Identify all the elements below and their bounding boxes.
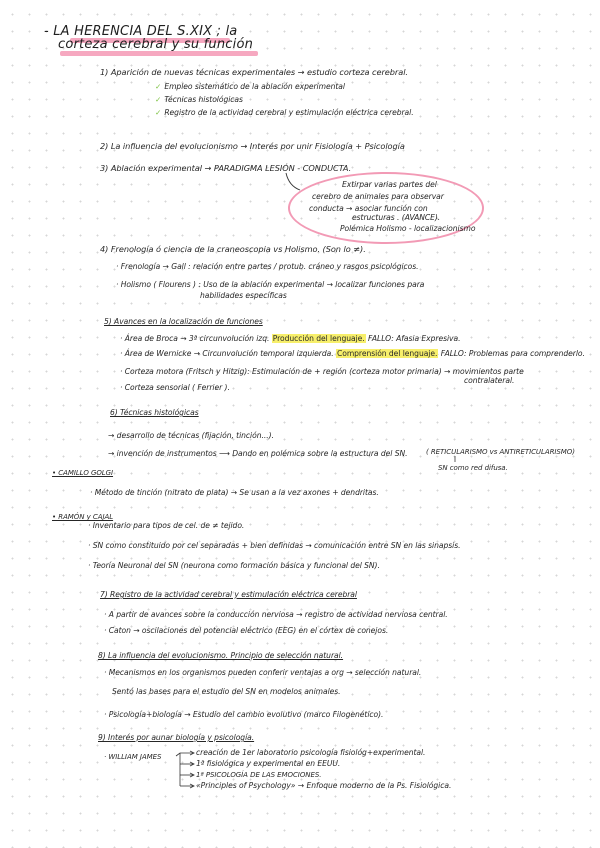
s3-oval-line-3: conducta → asociar función con — [309, 204, 428, 213]
s2-heading: 2) La influencia del evolucionismo → Interés por unir Fisiología + Psicología — [100, 141, 405, 151]
broca-highlight: Producción del lenguaje. — [272, 334, 365, 343]
s9-heading: 9) Interés por aunar biología y psicología. — [98, 733, 255, 742]
s9-item-4: «Principles of Psychology» → Enfoque moderno de la Ps. Fisiológica. — [196, 781, 452, 790]
s3-oval-line-2: cerebro de animales para observar — [312, 192, 444, 201]
s7-heading: 7) Registro de la actividad cerebral y estimulación eléctrica cerebral — [100, 590, 357, 599]
s3-oval-line-5: Polémica Holismo - localizacionismo — [340, 224, 476, 233]
cajal-name: • RAMÓN y CAJAL — [52, 513, 114, 521]
s8-item-2: Sentó las bases para el estudio del SN en modelos animales. — [112, 687, 341, 696]
s8-item-3: · Psicología+biología → Estudio del cambio evolutivo (marco Filogenético). — [104, 710, 384, 719]
s3-heading: 3) Ablación experimental → PARADIGMA LESIÓN - CONDUCTA. — [100, 163, 352, 173]
cajal-item-2: · SN como constituido por cel separadas + bien definidas → comunicación entre SN en las sinapsis. — [88, 541, 461, 550]
s5-wernicke: · Área de Wernicke → Circunvolución temporal izquierda. Comprensión del lenguaje. FALLO: Problemas para comprenderlo. — [120, 349, 585, 358]
s9-item-3: 1ª PSICOLOGÍA DE LAS EMOCIONES. — [196, 771, 322, 779]
s4-item-3: habilidades específicas — [200, 291, 287, 300]
golgi-name: • CAMILLO GOLGI — [52, 469, 114, 477]
s1-item-2: ✓ Técnicas histológicas — [155, 95, 243, 104]
s5-sensorial: · Corteza sensorial ( Ferrier ). — [120, 383, 230, 392]
s3-oval-line-1: Extirpar varias partes del — [342, 180, 437, 189]
s4-item-1: · Frenología → Gall : relación entre partes / protub. cráneo y rasgos psicológicos. — [116, 262, 419, 271]
check-icon: ✓ — [155, 108, 162, 117]
s5-motora-2: contralateral. — [464, 376, 515, 385]
golgi-item: · Método de tinción (nitrato de plata) → Se usan a la vez axones + dendritas. — [90, 488, 379, 497]
s5-motora: · Corteza motora (Fritsch y Hitzig): Estimulación de + región (corteza motor primaria) → movimientos parte — [120, 367, 524, 376]
s6-heading: 6) Técnicas histológicas — [110, 408, 199, 417]
s8-item-1: · Mecanismos en los organismos pueden conferir ventajas a org → selección natural. — [104, 668, 422, 677]
s6-item-2: → invención de instrumentos ⟶ Dando en polémica sobre la estructura del SN. — [108, 449, 408, 458]
cajal-item-1: · Inventario para tipos de cel. de ≠ tejido. — [88, 521, 245, 530]
s9-author: · WILLIAM JAMES — [104, 753, 162, 761]
s1-heading: 1) Aparición de nuevas técnicas experimentales → estudio corteza cerebral. — [100, 67, 408, 77]
s6-item-1: → desarrollo de técnicas (fijación, tinción...). — [108, 431, 274, 440]
check-icon: ✓ — [155, 82, 162, 91]
s4-item-2: · Holismo ( Flourens ) : Uso de la ablación experimental → localizar funciones para — [116, 280, 425, 289]
s4-heading: 4) Frenología ó ciencia de la craneoscopia vs Holismo. (Son lo ≠). — [100, 244, 366, 254]
s7-item-1: · A partir de avances sobre la conducción nerviosa → registro de actividad nerviosa central. — [104, 610, 448, 619]
page-title-line-2: corteza cerebral y su función — [58, 37, 254, 52]
s9-item-2: 1ª fisiológica y experimental en EEUU. — [196, 759, 341, 768]
check-icon: ✓ — [155, 95, 162, 104]
s9-item-1: creación de 1er laboratorio psicología fisiológ+experimental. — [196, 748, 426, 757]
page-title-line-1: - LA HERENCIA DEL S.XIX ; la — [44, 24, 238, 39]
s3-oval-line-4: estructuras . (AVANCE). — [352, 213, 441, 222]
s1-item-1: ✓ Empleo sistemático de la ablación experimental — [155, 82, 345, 91]
s7-item-2: · Caton → oscilaciones del potencial eléctrico (EEG) en el córtex de conejos. — [104, 626, 389, 635]
s6-bracket: ( RETICULARISMO vs ANTIRETICULARISMO) — [426, 448, 575, 456]
s6-note: SN como red difusa. — [438, 464, 508, 472]
wernicke-highlight: Comprensión del lenguaje. — [336, 349, 438, 358]
s5-broca: · Área de Broca → 3ª circunvolución izq. Producción del lenguaje. FALLO: Afasia Expresiva. — [120, 334, 461, 343]
cajal-item-3: · Teoría Neuronal del SN (neurona como formación básica y funcional del SN). — [88, 561, 380, 570]
s1-item-3: ✓ Registro de la actividad cerebral y estimulación eléctrica cerebral. — [155, 108, 414, 117]
s5-heading: 5) Avances en la localización de funciones — [104, 317, 263, 326]
s8-heading: 8) La influencia del evolucionismo. Principio de selección natural. — [98, 651, 344, 660]
